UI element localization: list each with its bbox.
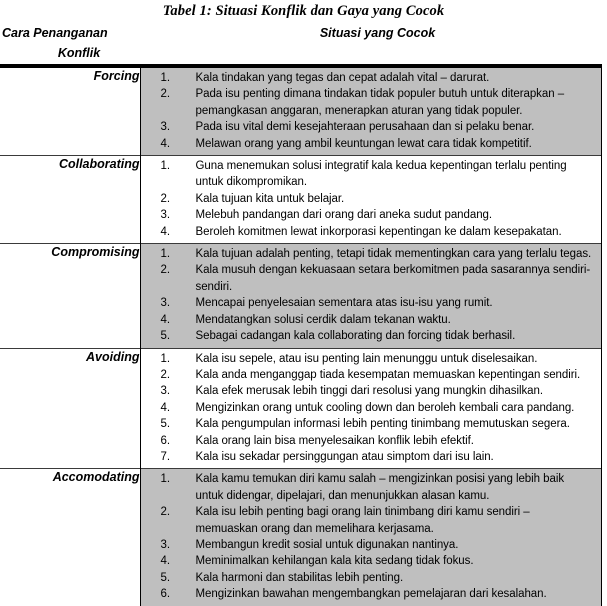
list-item: Kala efek merusak lebih tinggi dari resolusi yang mungkin dihasilkan. xyxy=(195,385,543,398)
list-item: Membangun kredit sosial untuk digunakan nantinya. xyxy=(195,538,459,551)
list-item: Kala isu sekadar persinggungan atau simptom dari isu lain. xyxy=(195,450,494,463)
list-item: Melawan orang yang ambil keuntungan lewat cara tidak kompetitif. xyxy=(195,137,532,150)
conflict-style-label: Forcing xyxy=(0,66,140,156)
list-item: Kala harmoni dan stabilitas lebih penting. xyxy=(195,571,404,584)
list-item: Kala orang lain bisa menyelesaikan konflik lebih efektif. xyxy=(195,434,474,447)
situation-list xyxy=(141,68,601,155)
table-row xyxy=(0,469,601,606)
list-item: Pada isu penting dimana tindakan tidak populer butuh untuk diterapkan – pemangkasan anggaran, menerapkan aturan yang tidak populer. xyxy=(195,88,565,117)
column-header-line-1: Cara Penanganan xyxy=(2,26,108,40)
list-item: Kala pengumpulan informasi lebih penting tinimbang memutuskan segera. xyxy=(195,418,570,431)
list-item: Mencapai penyelesaian sementara atas isu-isu yang rumit. xyxy=(195,297,493,310)
table-column-headers xyxy=(0,20,607,64)
list-item: Guna menemukan solusi integratif kala kedua kepentingan terlalu penting untuk dikompromikan. xyxy=(195,160,567,189)
situation-cell xyxy=(140,66,601,156)
situation-cell xyxy=(140,244,601,348)
list-item: Kala isu lebih penting bagi orang lain tinimbang diri kamu sendiri – memuaskan orang dan memelihara kerjasama. xyxy=(195,506,530,535)
situation-list xyxy=(141,244,601,347)
conflict-style-label: Avoiding xyxy=(0,348,140,469)
column-header-conflict-style xyxy=(2,23,152,63)
table-row xyxy=(0,348,601,469)
situation-cell xyxy=(140,156,601,244)
list-item: Pada isu vital demi kesejahteraan perusahaan dan si pelaku benar. xyxy=(195,121,535,134)
situation-list xyxy=(141,156,601,243)
list-item: Kala musuh dengan kekuasaan setara berkomitmen pada sasarannya sendiri-sendiri. xyxy=(195,264,591,293)
conflict-style-label: Collaborating xyxy=(0,156,140,244)
table-body xyxy=(0,66,601,606)
conflict-situation-table xyxy=(0,64,602,606)
column-header-situation: Situasi yang Cocok xyxy=(319,26,436,40)
list-item: Kala tindakan yang tegas dan cepat adalah vital – darurat. xyxy=(195,72,490,84)
list-item: Kala tujuan kita untuk belajar. xyxy=(195,192,345,205)
list-item: Kala kamu temukan diri kamu salah – mengizinkan posisi yang lebih baik untuk didengar, dipelajari, dan menunjukkan alasan kamu. xyxy=(195,473,565,502)
table-row xyxy=(0,244,601,348)
situation-list xyxy=(141,349,601,469)
conflict-style-label: Accomodating xyxy=(0,469,140,606)
list-item: Melebuh pandangan dari orang dari aneka sudut pandang. xyxy=(195,209,493,222)
conflict-style-label: Compromising xyxy=(0,244,140,348)
column-header-line-2: Konflik xyxy=(57,46,101,60)
list-item: Mendatangkan solusi cerdik dalam tekanan waktu. xyxy=(195,313,451,326)
list-item: Sebagai cadangan kala collaborating dan forcing tidak berhasil. xyxy=(195,330,516,343)
situation-cell xyxy=(140,469,601,606)
page-title: Tabel 1: Situasi Konflik dan Gaya yang Cocok xyxy=(162,3,445,19)
list-item: Mengizinkan bawahan mengembangkan pemelajaran dari kesalahan. xyxy=(195,588,547,601)
list-item: Beroleh komitmen lewat inkorporasi kepentingan ke dalam kesepakatan. xyxy=(195,225,562,238)
situation-list xyxy=(141,469,601,605)
situation-cell xyxy=(140,348,601,469)
table-row xyxy=(0,66,601,156)
list-item: Meminimalkan kehilangan kala kita sedang tidak fokus. xyxy=(195,555,474,568)
list-item: Kala anda menganggap tiada kesempatan memuaskan kepentingan sendiri. xyxy=(195,368,581,381)
list-item: Kala isu sepele, atau isu penting lain menunggu untuk diselesaikan. xyxy=(195,352,538,365)
table-row xyxy=(0,156,601,244)
list-item: Kala tujuan adalah penting, tetapi tidak mementingkan cara yang terlalu tegas. xyxy=(195,248,592,261)
list-item: Mengizinkan orang untuk cooling down dan beroleh kembali cara pandang. xyxy=(195,401,575,414)
